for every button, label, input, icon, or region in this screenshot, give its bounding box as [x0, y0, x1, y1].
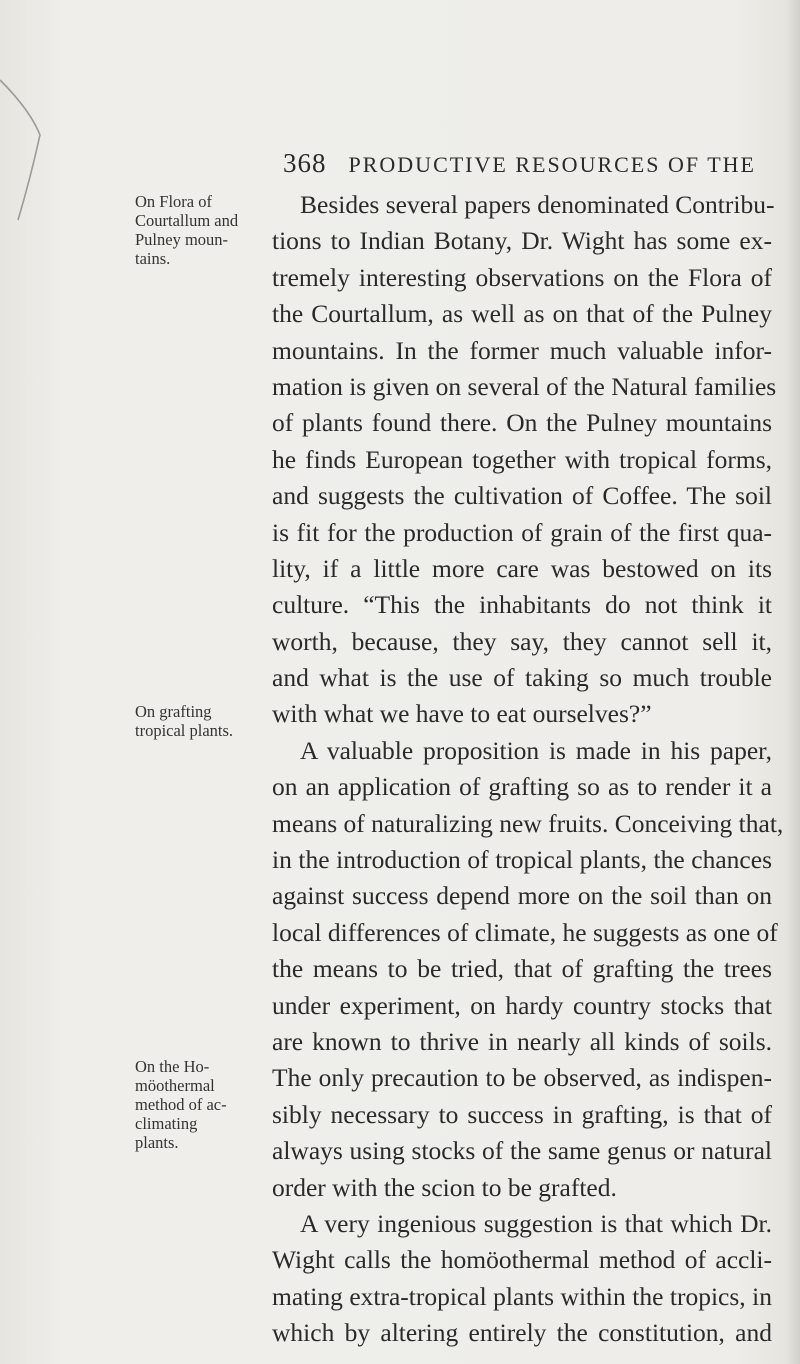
margin-note-line: tropical plants. — [135, 721, 234, 740]
text-line: are known to thrive in nearly all kinds of soils. — [272, 1026, 772, 1056]
running-header — [283, 148, 783, 179]
text-line: Wight calls the homöothermal method of accli- — [272, 1245, 772, 1275]
text-line: lity, if a little more care was bestowed on its — [272, 553, 772, 583]
margin-note-line: Pulney moun- — [135, 230, 229, 249]
margin-note-flora — [135, 192, 263, 268]
text-line: of plants found there. On the Pulney mountains — [272, 408, 772, 438]
text-line: worth, because, they say, they cannot sell it, — [272, 626, 772, 656]
text-line: local differences of climate, he suggests as one of — [272, 917, 778, 947]
text-line: is fit for the production of grain of the first qua- — [272, 517, 772, 547]
text-line: mountains. In the former much valuable infor- — [272, 335, 772, 365]
body-text — [272, 187, 784, 1352]
text-line: sibly necessary to success in grafting, is that of — [272, 1099, 772, 1129]
margin-note-grafting — [135, 702, 263, 740]
margin-note-line: method of ac- — [135, 1095, 227, 1114]
text-line: he finds European together with tropical forms, — [272, 444, 772, 474]
text-line: culture. “This the inhabitants do not think it — [272, 590, 772, 620]
text-line: on an application of grafting so as to render it a — [272, 772, 772, 802]
text-line: under experiment, on hardy country stocks that — [272, 990, 772, 1020]
margin-note-line: On the Ho- — [135, 1057, 210, 1076]
margin-note-line: On Flora of — [135, 192, 212, 211]
page-edge-shadow — [786, 0, 800, 1364]
text-line: the Courtallum, as well as on that of the Pulney — [272, 299, 772, 329]
margin-note-line: tains. — [135, 249, 171, 268]
text-line: and suggests the cultivation of Coffee. The soil — [272, 481, 772, 511]
text-line: Besides several papers denominated Contribu- — [300, 190, 775, 219]
text-line: mating extra-tropical plants within the tropics, in — [272, 1281, 772, 1311]
text-line: which by altering entirely the constitution, and — [272, 1318, 772, 1348]
margin-note-line: möothermal — [135, 1076, 215, 1095]
page-number: 368 — [283, 148, 327, 178]
text-line: always using stocks of the same genus or natural — [272, 1136, 772, 1166]
text-line: tions to Indian Botany, Dr. Wight has some ex- — [272, 226, 772, 256]
text-line: in the introduction of tropical plants, the chances — [272, 845, 772, 875]
running-title: PRODUCTIVE RESOURCES OF THE — [348, 152, 756, 177]
text-line: tremely interesting observations on the Flora of — [272, 262, 772, 292]
margin-note-line: plants. — [135, 1133, 179, 1152]
margin-note-line: On grafting — [135, 702, 212, 721]
text-line: A valuable proposition is made in his paper, — [300, 735, 772, 765]
text-line: A very ingenious suggestion is that which Dr. — [300, 1208, 772, 1238]
text-line: order with the scion to be grafted. — [272, 1172, 617, 1202]
margin-note-line: Courtallum and — [135, 211, 239, 230]
text-line: mation is given on several of the Natural families — [272, 371, 777, 401]
text-line: The only precaution to be observed, as indispen- — [272, 1063, 772, 1093]
text-line: means of naturalizing new fruits. Conceiving that, — [272, 808, 784, 838]
page-curl-mark — [0, 0, 60, 300]
margin-note-homoothermal — [135, 1057, 263, 1152]
text-line: and what is the use of taking so much trouble — [272, 663, 772, 693]
margin-note-line: climating — [135, 1114, 198, 1133]
text-line: against success depend more on the soil than on — [272, 881, 772, 911]
text-line: with what we have to eat ourselves?” — [272, 699, 652, 729]
text-line: the means to be tried, that of grafting the trees — [272, 954, 772, 984]
